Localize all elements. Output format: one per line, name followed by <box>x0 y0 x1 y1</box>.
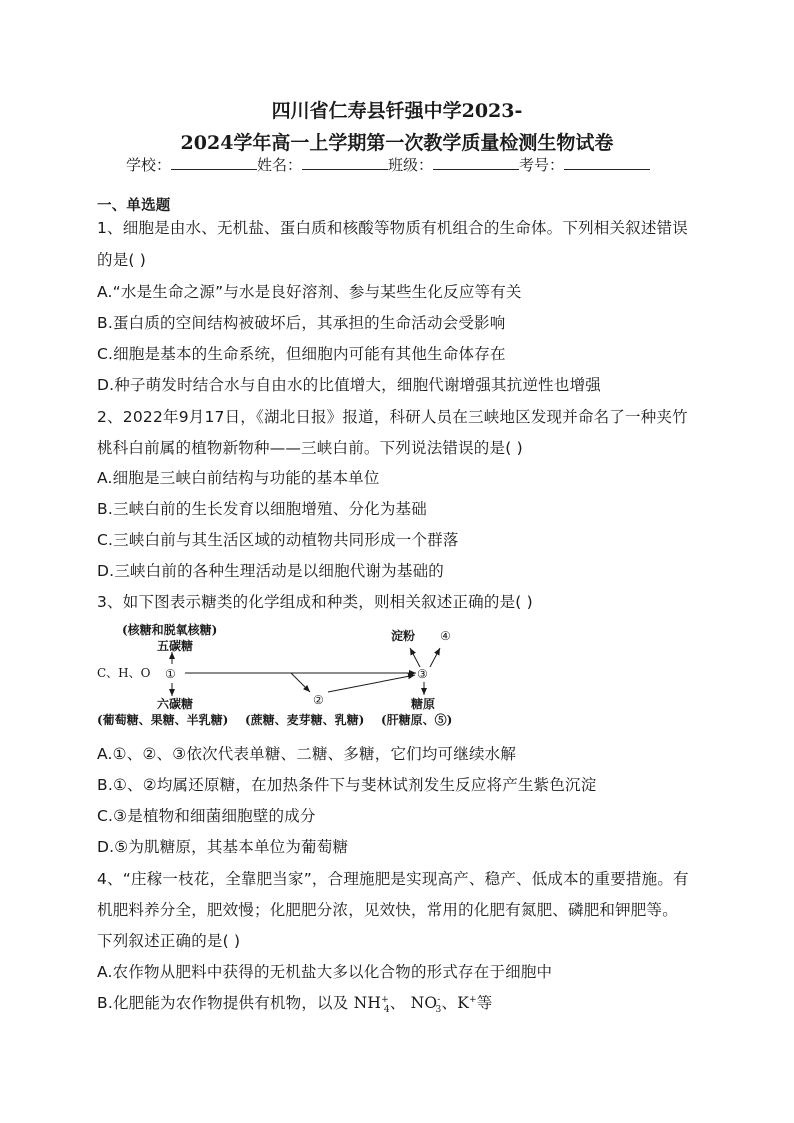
q3-option-d: D.⑤为肌糖原，其基本单位为葡萄糖 <box>97 838 349 856</box>
title-line-2: 2024学年高一上学期第一次教学质量检测生物试卷 <box>180 132 614 154</box>
monosaccharide-examples: (葡萄糖、果糖、半乳糖) <box>97 713 229 727</box>
school-field[interactable] <box>171 155 257 170</box>
title-line-1: 四川省仁寿县钎强中学2023- <box>271 100 523 122</box>
arrow-3-to-4 <box>430 648 440 667</box>
glycogen-label: 糖原 <box>411 697 436 711</box>
q2-option-b: B.三峡白前的生长发育以细胞增殖、分化为基础 <box>97 500 427 518</box>
q4-stem-line3: 下列叙述正确的是( ) <box>97 932 241 950</box>
q1-option-b: B.蛋白质的空间结构被破坏后，其承担的生命活动会受影响 <box>97 314 506 332</box>
exam-number-label: 考号： <box>519 156 565 174</box>
five-carbon-label: 五碳糖 <box>157 639 194 653</box>
disaccharide-examples: (蔗糖、麦芽糖、乳糖) <box>245 713 365 727</box>
polysaccharide-examples: (肝糖原、⑤) <box>381 713 453 727</box>
starch-label: 淀粉 <box>391 629 416 643</box>
name-field[interactable] <box>302 155 388 170</box>
node-1: ① <box>165 667 176 681</box>
exam-number-field[interactable] <box>564 155 650 170</box>
q4-option-b-text: B.化肥能为农作物提供有机物，以及 <box>97 994 349 1012</box>
q4-option-b: B.化肥能为农作物提供有机物，以及 $NH^+_4$、 $NO^-_3$、K+等 <box>97 994 493 1016</box>
section-heading: 一、单选题 <box>97 198 171 214</box>
q3-stem: 3、如下图表示糖类的化学组成和种类，则相关叙述正确的是( ) <box>97 593 533 611</box>
node-4: ④ <box>440 629 451 643</box>
arrow-1-to-2 <box>291 673 310 692</box>
q1-option-a: A.“水是生命之源”与水是良好溶剂、参与某些生化反应等有关 <box>97 283 522 301</box>
q1-stem-line1: 1、细胞是由水、无机盐、蛋白质和核酸等物质有机组合的生命体。下列相关叙述错误 <box>97 219 688 237</box>
q4-stem-line2: 机肥料养分全，肥效慢；化肥肥分浓，见效快，常用的化肥有氮肥、磷肥和钾肥等。 <box>97 901 678 919</box>
q4-stem-line1: 4、“庄稼一枝花，全靠肥当家”，合理施肥是实现高产、稳产、低成本的重要措施。有 <box>97 870 689 888</box>
class-field[interactable] <box>433 155 519 170</box>
node-2: ② <box>313 693 324 707</box>
q1-stem-line2: 的是( ) <box>97 251 147 269</box>
name-label: 姓名： <box>257 156 303 174</box>
node-3: ③ <box>417 667 428 681</box>
class-label: 班级： <box>388 156 434 174</box>
q3-option-b: B.①、②均属还原糖，在加热条件下与斐林试剂发生反应将产生紫色沉淀 <box>97 776 597 794</box>
q2-stem-line1: 2、2022年9月17日，《湖北日报》报道，科研人员在三峡地区发现并命名了一种夹竹 <box>97 408 688 426</box>
six-carbon-label: 六碳糖 <box>157 697 194 711</box>
five-carbon-examples: (核糖和脱氧核糖) <box>122 623 218 637</box>
q2-option-a: A.细胞是三峡白前结构与功能的基本单位 <box>97 469 380 487</box>
q4-option-a: A.农作物从肥料中获得的无机盐大多以化合物的形式存在于细胞中 <box>97 963 553 981</box>
student-info-row <box>126 154 650 175</box>
q2-stem-line2: 桃科白前属的植物新物种——三峡白前。下列说法错误的是( ) <box>97 439 523 457</box>
q2-option-c: C.三峡白前与其生活区域的动植物共同形成一个群落 <box>97 531 459 549</box>
ammonium-ion: $NH^+_4$ <box>353 994 390 1016</box>
q1-option-d: D.种子萌发时结合水与自由水的比值增大，细胞代谢增强其抗逆性也增强 <box>97 376 601 394</box>
elements-label: C、H、O <box>97 666 151 680</box>
potassium-ion: K+ <box>457 994 477 1012</box>
arrow-2-to-3 <box>328 675 415 692</box>
nitrate-ion: $NO^-_3$ <box>410 994 442 1016</box>
q3-option-a: A.①、②、③依次代表单糖、二糖、多糖，它们均可继续水解 <box>97 745 517 763</box>
q2-option-d: D.三峡白前的各种生理活动是以细胞代谢为基础的 <box>97 562 444 580</box>
school-label: 学校： <box>126 156 172 174</box>
arrow-3-to-starch <box>410 648 420 667</box>
q1-option-c: C.细胞是基本的生命系统，但细胞内可能有其他生命体存在 <box>97 345 506 363</box>
sugar-classification-diagram <box>95 620 475 732</box>
q3-option-c: C.③是植物和细菌细胞壁的成分 <box>97 807 316 825</box>
